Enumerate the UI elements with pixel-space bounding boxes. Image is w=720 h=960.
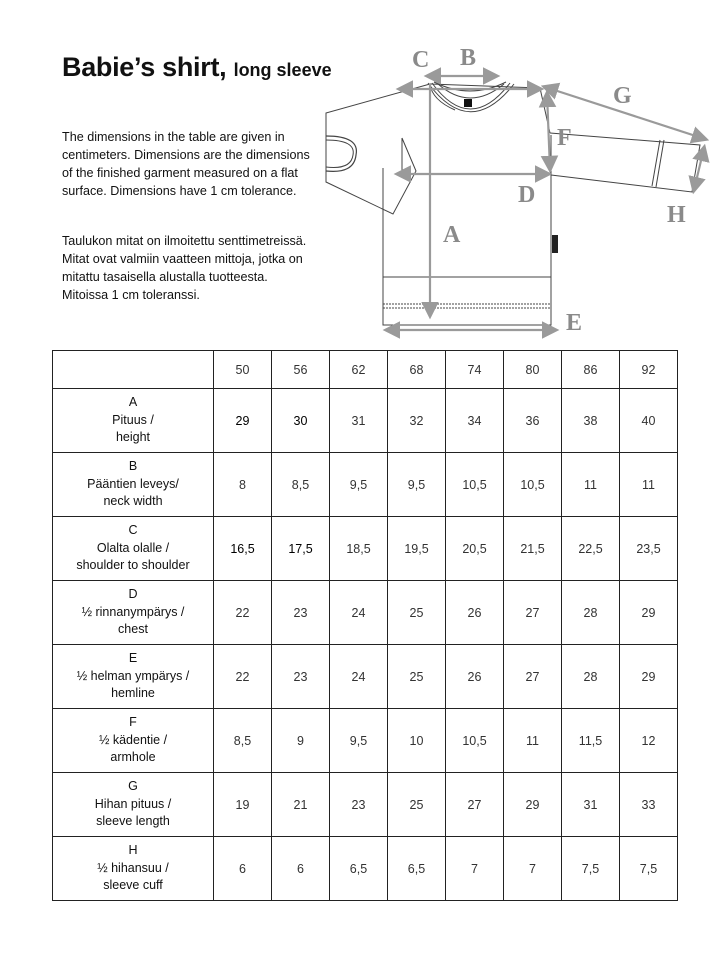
cell: 22 <box>214 645 272 709</box>
diagram-label-h: H <box>667 202 686 228</box>
cell: 29 <box>620 581 678 645</box>
row-label: C Olalta olalle / shoulder to shoulder <box>53 517 214 581</box>
size-80: 80 <box>504 351 562 389</box>
table-row-h <box>53 837 678 901</box>
cell: 11 <box>562 453 620 517</box>
cell: 8,5 <box>214 709 272 773</box>
row-label: D ½ rinnanympärys / chest <box>53 581 214 645</box>
cell: 22 <box>214 581 272 645</box>
cell: 29 <box>620 645 678 709</box>
diagram-label-c: C <box>412 47 430 73</box>
size-92: 92 <box>620 351 678 389</box>
cell: 23 <box>272 645 330 709</box>
page-title <box>62 52 332 83</box>
cell: 11 <box>620 453 678 517</box>
cell: 32 <box>388 389 446 453</box>
size-header-row <box>53 351 678 389</box>
cell: 31 <box>330 389 388 453</box>
cell: 11,5 <box>562 709 620 773</box>
cell: 23 <box>330 773 388 837</box>
size-74: 74 <box>446 351 504 389</box>
cell: 8,5 <box>272 453 330 517</box>
title-subtitle: long sleeve <box>233 60 332 80</box>
cell: 22,5 <box>562 517 620 581</box>
table-row-a <box>53 389 678 453</box>
row-label: F ½ kädentie / armhole <box>53 709 214 773</box>
size-50: 50 <box>214 351 272 389</box>
diagram-label-a: A <box>443 222 461 248</box>
shirt-measurement-diagram <box>320 40 720 340</box>
cell: 16,5 <box>214 517 272 581</box>
row-label: A Pituus / height <box>53 389 214 453</box>
cell: 29 <box>214 389 272 453</box>
cell: 27 <box>504 581 562 645</box>
cell: 30 <box>272 389 330 453</box>
cell: 7 <box>504 837 562 901</box>
cell: 19,5 <box>388 517 446 581</box>
table-row-b <box>53 453 678 517</box>
cell: 6 <box>272 837 330 901</box>
cell: 25 <box>388 773 446 837</box>
cell: 9 <box>272 709 330 773</box>
cell: 19 <box>214 773 272 837</box>
diagram-label-e: E <box>566 310 583 336</box>
cell: 8 <box>214 453 272 517</box>
size-62: 62 <box>330 351 388 389</box>
title-main: Babie’s shirt, <box>62 52 227 82</box>
size-68: 68 <box>388 351 446 389</box>
table-row-f <box>53 709 678 773</box>
cell: 7,5 <box>620 837 678 901</box>
cell: 9,5 <box>330 453 388 517</box>
cell: 25 <box>388 645 446 709</box>
cell: 11 <box>504 709 562 773</box>
cell: 24 <box>330 581 388 645</box>
row-label: E ½ helman ympärys / hemline <box>53 645 214 709</box>
cell: 28 <box>562 645 620 709</box>
cell: 9,5 <box>330 709 388 773</box>
cell: 7 <box>446 837 504 901</box>
diagram-label-f: F <box>557 125 572 151</box>
size-86: 86 <box>562 351 620 389</box>
table-row-e <box>53 645 678 709</box>
cell: 40 <box>620 389 678 453</box>
description-english: The dimensions in the table are given in centimeters. Dimensions are the dimensions of the finished garment measured on a flat surface. Dimensions have 1 cm tolerance. <box>62 130 310 198</box>
table-row-g <box>53 773 678 837</box>
cell: 9,5 <box>388 453 446 517</box>
row-label: H ½ hihansuu / sleeve cuff <box>53 837 214 901</box>
row-label: G Hihan pituus / sleeve length <box>53 773 214 837</box>
cell: 25 <box>388 581 446 645</box>
table-row-d <box>53 581 678 645</box>
cell: 26 <box>446 581 504 645</box>
cell: 27 <box>446 773 504 837</box>
cell: 23 <box>272 581 330 645</box>
cell: 36 <box>504 389 562 453</box>
cell: 34 <box>446 389 504 453</box>
cell: 7,5 <box>562 837 620 901</box>
diagram-label-g: G <box>613 83 632 109</box>
cell: 21,5 <box>504 517 562 581</box>
cell: 28 <box>562 581 620 645</box>
diagram-label-d: D <box>518 182 536 208</box>
cell: 6,5 <box>330 837 388 901</box>
cell: 6 <box>214 837 272 901</box>
size-table <box>52 350 678 901</box>
cell: 29 <box>504 773 562 837</box>
cell: 31 <box>562 773 620 837</box>
cell: 26 <box>446 645 504 709</box>
cell: 6,5 <box>388 837 446 901</box>
cell: 23,5 <box>620 517 678 581</box>
cell: 18,5 <box>330 517 388 581</box>
neck-label-icon <box>464 99 472 107</box>
cell: 10,5 <box>446 453 504 517</box>
cell: 17,5 <box>272 517 330 581</box>
cell: 10 <box>388 709 446 773</box>
size-56: 56 <box>272 351 330 389</box>
cell: 38 <box>562 389 620 453</box>
description-finnish: Taulukon mitat on ilmoitettu senttimetreissä. Mitat ovat valmiin vaatteen mittoja, jotka on mitattu tasaisella alustalla tuotteesta. Mitoissa 1 cm toleranssi. <box>62 234 307 302</box>
row-label: B Pääntien leveys/ neck width <box>53 453 214 517</box>
cell: 21 <box>272 773 330 837</box>
diagram-label-b: B <box>460 45 477 71</box>
cell: 12 <box>620 709 678 773</box>
cell: 10,5 <box>446 709 504 773</box>
corner-cell <box>53 351 214 389</box>
cell: 27 <box>504 645 562 709</box>
cell: 24 <box>330 645 388 709</box>
table-row-c <box>53 517 678 581</box>
cell: 20,5 <box>446 517 504 581</box>
cell: 33 <box>620 773 678 837</box>
cell: 10,5 <box>504 453 562 517</box>
